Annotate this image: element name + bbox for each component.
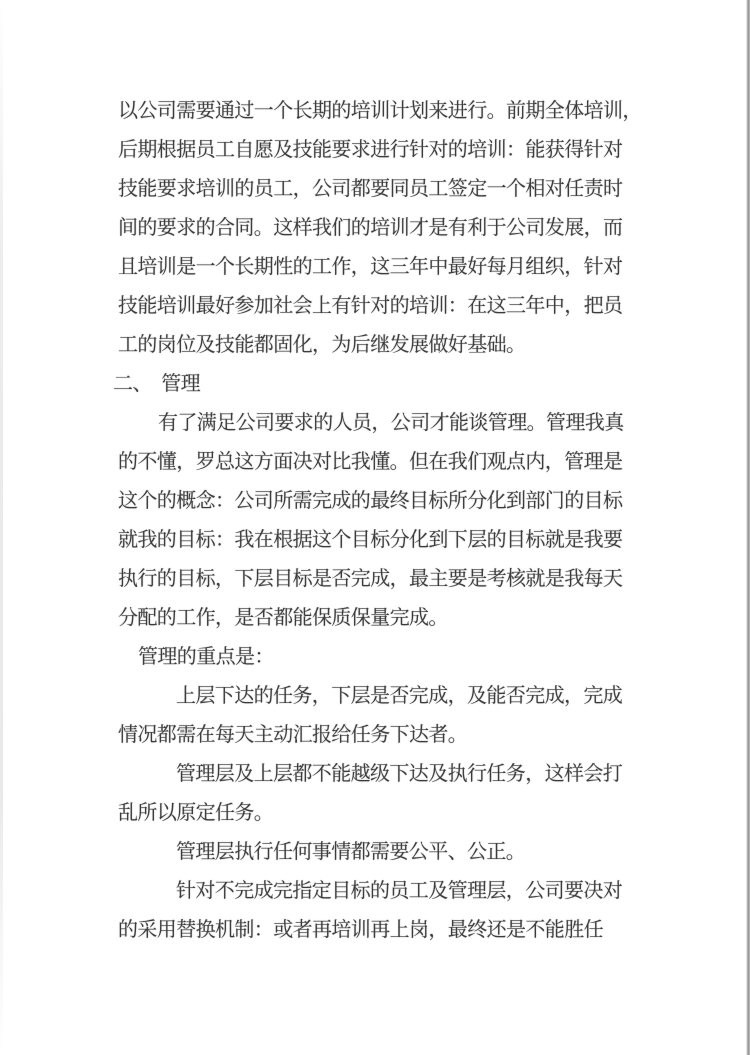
text-line: 针对不完成完指定目标的员工及管理层，公司要决对 <box>176 880 623 902</box>
text-line: 的采用替换机制：或者再培训再上岗，最终还是不能胜任 <box>118 919 603 941</box>
text-line: 管理的重点是： <box>138 646 274 668</box>
text-line: 工的岗位及技能都固化，为后继发展做好基础。 <box>118 334 526 356</box>
text-line: 情况都需在每天主动汇报给任务下达者。 <box>118 724 468 746</box>
text-line: 分配的工作，是否都能保质保量完成。 <box>118 607 448 629</box>
text-line: 的不懂，罗总这方面决对比我懂。但在我们观点内，管理是 <box>118 451 623 473</box>
text-line: 乱所以原定任务。 <box>118 802 274 824</box>
text-line: 就我的目标：我在根据这个目标分化到下层的目标就是我要 <box>118 529 623 551</box>
text-line: 管理层及上层都不能越级下达及执行任务，这样会打 <box>176 763 623 785</box>
text-line: 技能培训最好参加社会上有针对的培训：在这三年中，把员 <box>118 295 623 317</box>
text-line: 技能要求培训的员工，公司都要同员工签定一个相对任责时 <box>118 178 623 200</box>
text-line: 有了满足公司要求的人员，公司才能谈管理。管理我真 <box>158 412 624 434</box>
text-line: 上层下达的任务，下层是否完成，及能否完成，完成 <box>176 685 623 707</box>
section-heading: 二、 管理 <box>113 373 200 395</box>
text-line: 间的要求的合同。这样我们的培训才是有利于公司发展，而 <box>118 217 623 239</box>
page-left-edge <box>0 0 3 1055</box>
text-line: 且培训是一个长期性的工作，这三年中最好每月组织，针对 <box>118 256 623 278</box>
page-right-edge <box>746 0 750 1055</box>
document-text-block <box>113 92 678 950</box>
text-line: 后期根据员工自愿及技能要求进行针对的培训：能获得针对 <box>118 139 623 161</box>
text-line: 管理层执行任何事情都需要公平、公正。 <box>176 841 526 863</box>
text-line: 以公司需要通过一个长期的培训计划来进行。前期全体培训， <box>118 100 642 122</box>
text-line: 这个的概念：公司所需完成的最终目标所分化到部门的目标 <box>118 490 623 512</box>
text-line: 执行的目标，下层目标是否完成，最主要是考核就是我每天 <box>118 568 623 590</box>
